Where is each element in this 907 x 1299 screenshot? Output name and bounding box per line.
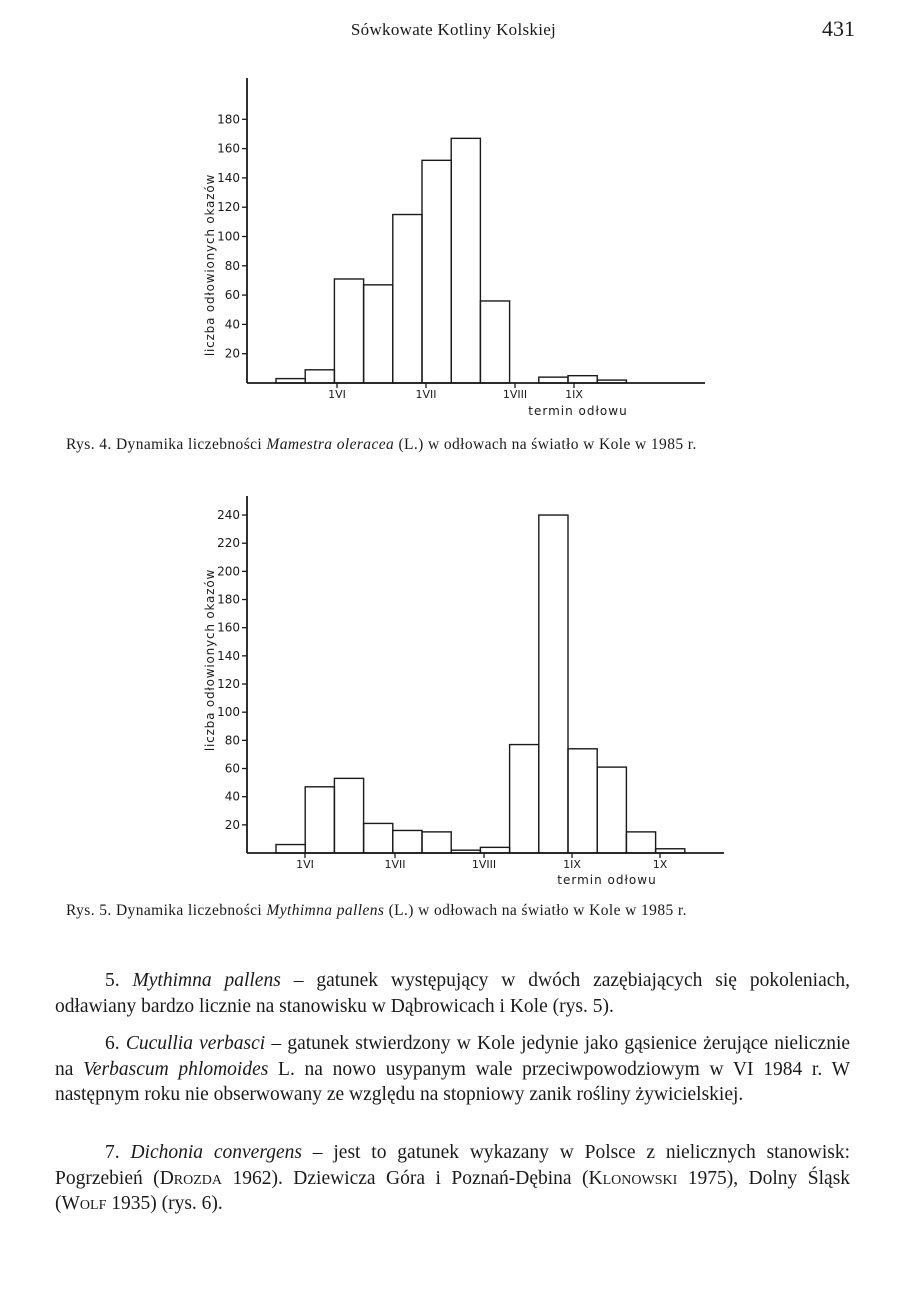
paragraph-7 [55,1140,850,1217]
bar [422,160,451,383]
paragraph-text: L. na nowo usypanym wale przeciwpowodziowym w VI 1984 r. W następnym roku nie obserwowany ze względu na stopniowy zanik rośliny żywicielskiej. [55,1058,850,1105]
y-tick-label: 220 [217,536,240,551]
bar [334,778,363,853]
paragraph-text: 1935) (rys. 6). [111,1193,223,1214]
bar [568,376,597,383]
bar [626,832,655,853]
y-tick-label: 20 [224,346,240,361]
y-tick-label: 60 [224,288,240,303]
x-tick-label: 1VI [296,858,314,871]
x-tick-label: 1IX [563,858,581,871]
bar [597,380,626,383]
paragraph-text: – gatunek występujący w dwóch zazębiających się pokoleniach, odławiany bardzo licznie na stanowisku w Dąbrowicach i Kole (rys. 5). [55,970,851,1017]
figure-5-caption [66,902,866,920]
y-tick-label: 140 [217,170,240,185]
paragraph-5 [55,968,850,1019]
bar [393,215,422,383]
host-plant-name: Verbascum phlomoides [83,1058,269,1080]
author-name: Wolf [61,1193,107,1214]
figure-4-histogram [0,70,907,425]
x-tick-label: 1IX [565,388,583,401]
x-tick-label: 1X [652,858,668,871]
y-tick-label: 120 [217,200,240,215]
x-axis-title: termin odłowu [557,873,657,887]
paragraph-text: – jest to gatunek wykazany w Polsce z nielicznych stanowisk: Pogrzebień ( [55,1142,851,1189]
species-name: Mythimna pallens [132,970,281,991]
x-tick-label: 1VII [415,388,437,401]
y-tick-label: 100 [217,229,240,244]
species-name: Dichonia convergens [130,1142,302,1163]
y-tick-label: 60 [224,761,240,776]
bar [334,279,363,383]
x-tick-label: 1VIII [502,388,528,401]
caption-species: Mythimna pallens [266,902,385,919]
bar [451,138,480,383]
bar [305,787,334,853]
bar [364,285,393,383]
figure-5-histogram [0,488,907,893]
caption-prefix: Rys. 5. Dynamika liczebności [66,902,263,919]
caption-suffix: (L.) w odłowach na światło w Kole w 1985 r. [398,436,697,453]
x-tick-label: 1VII [384,858,406,871]
bar [480,301,509,383]
bar [597,767,626,853]
paragraph-6 [55,1031,850,1108]
bar [539,515,568,853]
y-tick-label: 200 [217,564,240,579]
paragraph-text: – gatunek stwierdzony w Kole jedynie jako gąsienice żerujące nielicznie na [55,1033,851,1080]
y-axis-title: liczba odłowionych okazów [203,173,217,357]
y-tick-label: 80 [224,733,240,748]
item-number: 6. [105,1033,120,1054]
species-name: Cucullia verbasci [125,1033,266,1054]
y-tick-label: 240 [217,508,240,523]
bar [510,745,539,853]
paragraph-text: 1962). Dziewicza Góra i Poznań-Dębina ( [232,1167,589,1189]
bar [422,832,451,853]
item-number: 5. [105,970,120,991]
item-number: 7. [105,1142,120,1163]
bar [568,749,597,853]
caption-species: Mamestra oleracea [266,436,395,453]
y-tick-label: 40 [224,789,240,804]
caption-suffix: (L.) w odłowach na światło w Kole w 1985 r. [388,902,687,919]
bar [276,845,305,853]
bar [451,850,480,853]
page-number: 431 [822,16,855,41]
x-tick-label: 1VIII [471,858,497,871]
bar [276,379,305,383]
bar [393,830,422,853]
author-name: Klonowski [588,1167,678,1189]
author-name: Drozda [159,1167,222,1189]
bar [305,370,334,383]
paragraph-text: 1975), Dolny Śląsk ( [55,1167,851,1214]
bar [364,823,393,853]
y-tick-label: 180 [217,112,240,127]
x-tick-label: 1VI [328,388,346,401]
y-tick-label: 120 [217,677,240,692]
y-tick-label: 20 [224,817,240,832]
y-axis-title: liczba odłowionych okazów [203,568,217,752]
caption-prefix: Rys. 4. Dynamika liczebności [66,436,263,453]
bar [656,849,685,853]
y-tick-label: 180 [217,592,240,607]
y-tick-label: 160 [217,141,240,156]
y-tick-label: 140 [217,648,240,663]
y-tick-label: 160 [217,620,240,635]
y-tick-label: 40 [224,317,240,332]
x-axis-title: termin odłowu [528,404,628,418]
y-tick-label: 100 [217,705,240,720]
figure-4-caption [66,436,866,454]
running-header: Sówkowate Kotliny Kolskiej [350,20,557,39]
y-tick-label: 80 [224,258,240,273]
